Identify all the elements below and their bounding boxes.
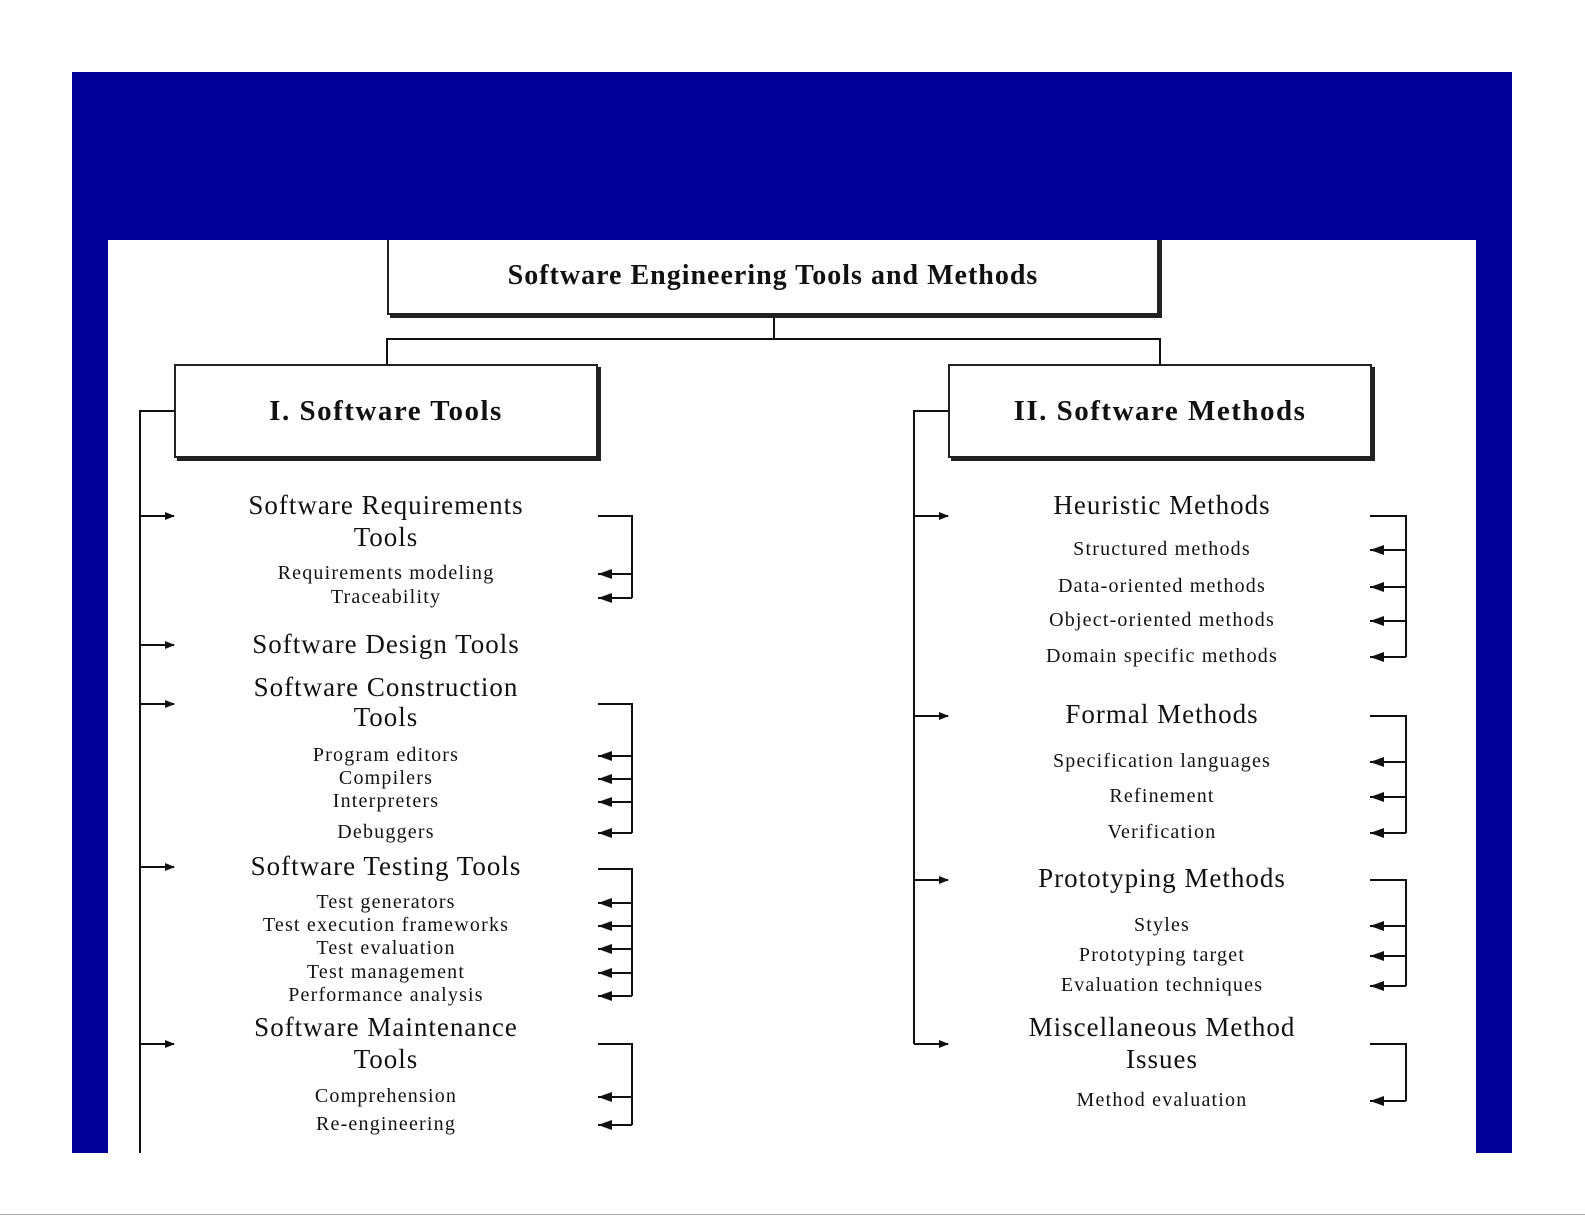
tools-group-0-item: Traceability — [330, 586, 442, 608]
tools-group-3-item: Test generators — [316, 891, 456, 913]
methods-group-2-item: Styles — [1133, 914, 1191, 936]
root-title: Software Engineering Tools and Methods — [507, 259, 1039, 291]
tools-group-3-item: Test management — [306, 961, 466, 983]
tools-group-4-heading: Tools — [353, 1044, 419, 1074]
methods-group-0-item: Domain specific methods — [1046, 645, 1278, 667]
tools-group-0-heading: Tools — [353, 522, 419, 552]
tools-title: I. Software Tools — [269, 394, 503, 427]
methods-group-1-item: Verification — [1107, 821, 1217, 843]
methods-group-3-heading: Issues — [1126, 1044, 1198, 1074]
methods-group-2-heading: Prototyping Methods — [1038, 863, 1286, 893]
bottom-edge — [0, 1214, 1585, 1226]
tools-group-4-heading: Software Maintenance — [254, 1012, 518, 1042]
tools-group-0-heading: Software Requirements — [248, 490, 524, 520]
methods-group-0-item: Data-oriented methods — [1058, 575, 1266, 597]
tools-group-3-item: Performance analysis — [288, 984, 484, 1006]
methods-group-3-heading: Miscellaneous Method — [1028, 1012, 1296, 1042]
tools-group-4-item: Re-engineering — [315, 1113, 457, 1135]
tools-group-2-item: Interpreters — [332, 790, 440, 812]
branch-connector — [387, 339, 1160, 364]
tools-group-3-heading: Software Testing Tools — [250, 851, 522, 881]
methods-group-1-item: Refinement — [1109, 785, 1215, 807]
methods-group-1-item: Specification languages — [1052, 750, 1272, 772]
root-box — [387, 240, 1159, 315]
tools-box — [174, 364, 598, 458]
tools-group-2-item: Program editors — [312, 744, 460, 766]
tools-group-1-heading: Software Design Tools — [252, 629, 520, 659]
tools-group-0-item: Requirements modeling — [277, 562, 495, 584]
methods-group-0-heading: Heuristic Methods — [1053, 490, 1271, 520]
methods-box — [948, 364, 1372, 458]
methods-group-2-item: Evaluation techniques — [1060, 974, 1264, 996]
methods-group-1-bracket — [1370, 716, 1406, 833]
diagram-panel — [108, 240, 1476, 1153]
tools-group-2-heading: Tools — [353, 702, 419, 732]
tools-group-4-item: Comprehension — [314, 1085, 458, 1107]
methods-group-3-item: Method evaluation — [1076, 1089, 1248, 1111]
tools-group-3-item: Test evaluation — [316, 937, 456, 959]
methods-group-0-item: Object-oriented methods — [1049, 609, 1275, 631]
methods-group-1-heading: Formal Methods — [1065, 699, 1259, 729]
tools-group-2-heading: Software Construction — [253, 672, 519, 702]
methods-title: II. Software Methods — [1013, 394, 1307, 427]
tools-group-2-item: Debuggers — [337, 821, 435, 843]
tools-group-3-item: Test execution frameworks — [262, 914, 510, 936]
methods-group-0-item: Structured methods — [1073, 538, 1251, 560]
methods-group-2-item: Prototyping target — [1078, 944, 1246, 966]
tools-group-2-item: Compilers — [338, 767, 434, 789]
